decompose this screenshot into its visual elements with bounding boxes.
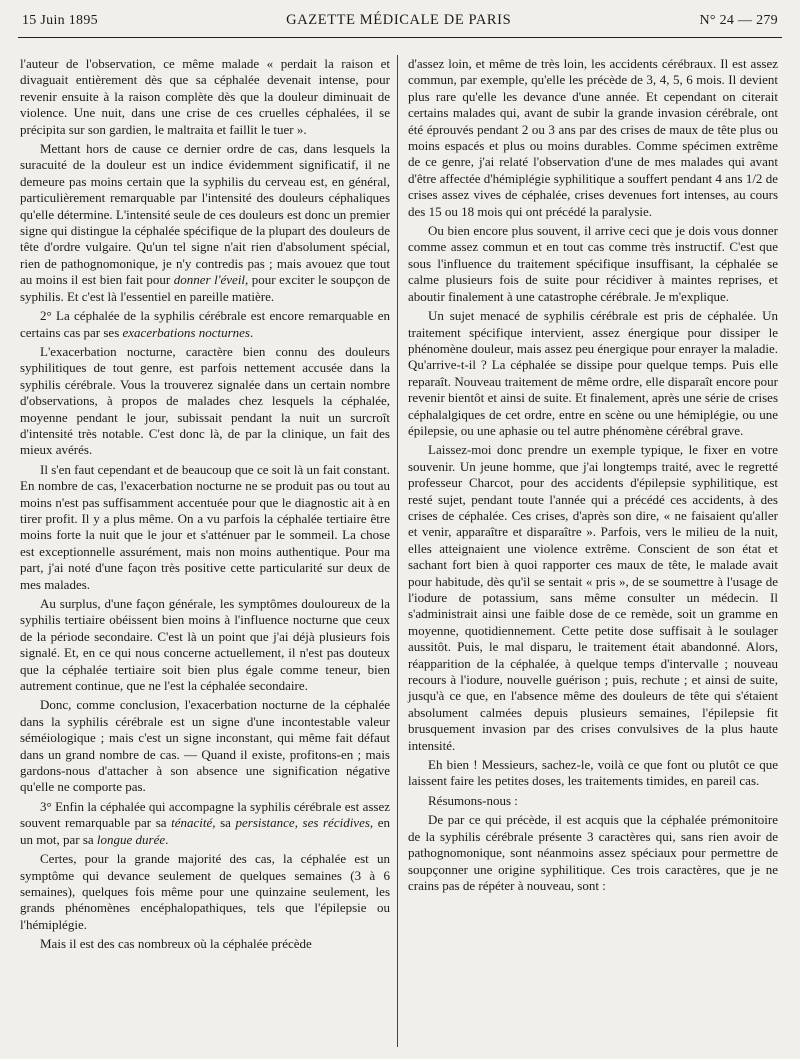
emphasized-text: ténacité — [171, 815, 213, 831]
paragraph-text: Un sujet menacé de syphilis cérébrale est pris de céphalée. Un traitement spécifique intervient, assez énergique pour dissiper le phénomène douleur, mais assez peu énergique pour enrayer la maladie. Qu'arrive-t-il ? La céphalée se dissipe pour quelque temps. Puis elle reparaît. Nouveau traitement de même ordre, elle disparaît encore pour revenir bientôt et ainsi de suite. Et finalement, après une série de crises céphalalgiques de cet ordre, entre en scène ou une hémiplégie, ou une épilepsie, ou une aphasie ou tel autre phénomène cérébral grave. — [408, 308, 778, 438]
paragraph-text: d'assez loin, et même de très loin, les accidents cérébraux. Il est assez commun, par exemple, qu'elle les précède de 3, 4, 5, 6 mois. Il devient plus rare qu'elle les devance d'une année. Et cependant on citerait certains malades qui, avant de subir la grande invasion cérébrale, ont été éprouvés pendant 2 ou 3 ans par des crises de maux de tête plus ou moins espacés et plus ou moins durables. Comme spécimen extrême de ce genre, j'ai relaté l'observation d'une de mes malades qui avant d'être affectée d'hémiplégie syphilitique a souffert pendant 4 ans 1/2 de crises assez vives de céphalée, crises devenues fort intenses, au cours des 15 ou 18 mois qui ont précédé la paralysie. — [408, 56, 778, 219]
paragraph — [408, 308, 778, 439]
paragraph — [20, 799, 390, 848]
paragraph-text: Résumons-nous : — [428, 792, 518, 808]
paragraph-text: , sa — [212, 815, 236, 831]
paragraph-text: 2° La céphalée de la syphilis cérébrale est encore remarquable en certains cas par ses — [20, 308, 390, 340]
paragraph — [20, 308, 390, 341]
paragraph — [20, 141, 390, 305]
paragraph — [20, 56, 390, 138]
paragraph — [408, 442, 778, 754]
paragraph — [408, 812, 778, 894]
paragraph-text: Certes, pour la grande majorité des cas, la céphalée est un symptôme qui devance seulement de quelques semaines (3 à 6 semaines), quelques fois même pour une quinzaine seulement, les grands phénomènes encéphalopathiques, tels que l'épilepsie ou l'hémiplégie. — [20, 851, 390, 932]
paragraph-text: Mettant hors de cause ce dernier ordre de cas, dans lesquels la suracuité de la douleur est un indice évidemment significatif, il ne demeure pas moins certain que la syphilis du cerveau est, en général, particulièrement remarquable par l'intensité des douleurs céphaliques qu'elle détermine. L'intensité seule de ces douleurs est donc un premier signe qui distingue la céphalée spécifique de la plupart des douleurs de tête d'ordre vulgaire. Qu'un tel signe n'ait rien d'absolument spécial, rien de pathognomonique, je n'y contredis pas ; mais avouez que tout au moins il est bien fait pour — [20, 141, 390, 288]
paragraph-text: Donc, comme conclusion, l'exacerbation nocturne de la céphalée dans la syphilis cérébrale est un signe d'une incontestable valeur séméiologique ; mais c'est un signe inconstant, qui même fait défaut dans un grand nombre de cas. — Quand il existe, profitons-en ; mais gardons-nous d'attacher à son absence une signification négative qu'elle ne comporte pas. — [20, 697, 390, 795]
left-column — [20, 56, 390, 953]
paragraph-text: , pour exciter le soupçon de syphilis. Et c'est là l'essentiel en pareille matière. — [20, 272, 390, 304]
paragraph — [408, 793, 778, 809]
emphasized-text: longue durée — [96, 831, 166, 847]
paragraph-text: . — [165, 831, 169, 847]
paragraph — [408, 223, 778, 305]
paragraph — [20, 936, 390, 952]
paragraph — [408, 757, 778, 790]
paragraph-text: Au surplus, d'une façon générale, les symptômes douloureux de la syphilis tertiaire obéissent bien moins à l'influence nocturne que ceux de la période secondaire. C'est là un point que j'ai déjà plusieurs fois signalé. Et, en ce qui nous concerne actuellement, il n'est pas douteux que la céphalée tertiaire soit bien plus égale comme teneur, bien autrement continue, que ne l'est la céphalée secondaire. — [20, 596, 390, 694]
paragraph-text: L'exacerbation nocturne, caractère bien connu des douleurs syphilitiques de tout genre, est parfois nettement accusée dans la syphilis cérébrale. Vous la trouverez signalée dans un certain nombre d'observations, à propos de malades chez lesquels la céphalée, moyenne pendant le jour, subissait pendant la nuit un surcroît d'intensité très notable. C'est donc là, de par la clinique, un fait des mieux avérés. — [20, 343, 390, 458]
journal-title: GAZETTE MÉDICALE DE PARIS — [286, 12, 512, 28]
emphasized-text: ses récidives — [302, 815, 370, 831]
paragraph — [20, 697, 390, 795]
issue-date: 15 Juin 1895 — [22, 13, 98, 28]
paragraph-text: De par ce qui précède, il est acquis que la céphalée prémonitoire de la syphilis cérébrale présente 3 caractères qui, sans rien avoir de pathognomonique, sont néanmoins assez spéciaux pour permettre de soupçonner une origine syphilitique. Ces trois caractères, que je ne crains pas de répéter à nouveau, sont : — [408, 812, 778, 893]
paragraph-text: Mais il est des cas nombreux où la céphalée précède — [40, 936, 312, 952]
issue-page-number: N° 24 — 279 — [699, 13, 778, 28]
right-column — [408, 56, 778, 894]
paragraph — [20, 596, 390, 694]
emphasized-text: exacerbations nocturnes — [122, 324, 250, 340]
emphasized-text: donner l'éveil — [173, 272, 246, 288]
paragraph — [20, 851, 390, 933]
paragraph-text: Laissez-moi donc prendre un exemple typique, le fixer en votre souvenir. Un jeune homme, que j'ai longtemps traité, avec le regretté professeur Charcot, pour des accidents d'épilepsie syphilitique, est resté sujet, pendant toute l'année qui a précédé ces accidents, à des crises de céphalée. Ces crises, d'après son dire, « ne faisaient qu'aller et venir, apparaître et disparaître ». Parfois, vers le milieu de la nuit, elles atteignaient une violence extrême. Conscient de son état et sachant fort bien à quoi rapporter ces maux de tête, le malade avait pour habitude, dès qu'il se sentait « pris », de se soumettre à l'usage de l'iodure de potassium, sans même consulter un médecin. Il s'administrait ainsi une faible dose de ce remède, soit un gramme en moyenne, quotidiennement. Cette petite dose suffisait à le soulager aussitôt. Puis, le mal disparu, le traitement était abandonné. Alors, réapparition de la céphalée, à quelque temps d'intervalle ; nouveau recours à l'iodure, nouvelle guérison ; puis, rechute ; et ainsi de suite, jusqu'à ce que, en l'absence même des douleurs de tête qui s'étaient absolument calmées depuis plusieurs semaines, l'épilepsie fit brusquement invasion par des crises convulsives de la plus haute intensité. — [408, 442, 778, 753]
paragraph — [20, 344, 390, 459]
column-divider — [397, 55, 398, 1047]
paragraph-text: Il s'en faut cependant et de beaucoup que ce soit là un fait constant. En nombre de cas, l'exacerbation nocturne ne se produit pas ou tout au moins n'est pas suffisamment accentuée pour que le diagnostic ait à en tirer profit. Il y a plus même. On a vu parfois la céphalée tertiaire être moins forte la nuit que le jour et s'atténuer par le sommeil. La chose est exceptionnelle assurément, mais non moins authentique. Pour ma part, j'ai noté d'une façon très positive cette particularité sur deux de mes malades. — [20, 461, 390, 592]
paragraph-text: Eh bien ! Messieurs, sachez-le, voilà ce que font ou plutôt ce que laissent faire les petites doses, les traitements timides, en pareil cas. — [408, 757, 778, 789]
paragraph-text: , — [294, 815, 303, 831]
paragraph — [20, 462, 390, 593]
paragraph-text: , en un mot, par sa — [20, 815, 391, 847]
page-header — [22, 12, 778, 34]
header-rule — [18, 37, 782, 38]
paragraph-text: 3° Enfin la céphalée qui accompagne la syphilis cérébrale est assez souvent remarquable par sa — [20, 798, 390, 831]
paragraph-text: Ou bien encore plus souvent, il arrive ceci que je dois vous donner comme assez commun et en tout cas comme très instructif. C'est que sous l'influence du traitement spécifique insuffisant, la céphalée se calme plusieurs fois de suite pour récidiver à maintes reprises, et aboutir finalement à une catastrophe cérébrale. Je m'explique. — [408, 223, 778, 304]
paragraph-text: l'auteur de l'observation, ce même malade « perdait la raison et divaguait entièrement dès que sa céphalée devenait intense, pour revenir ensuite à la raison complète dès que la douleur diminuait de violence. Une nuit, dans une crise de ces cruelles céphalées, il se précipita sur son gardien, le maltraita et faillit le tuer ». — [20, 56, 390, 137]
paragraph-text: . — [249, 324, 254, 340]
emphasized-text: persistance — [235, 815, 295, 831]
paragraph — [408, 56, 778, 220]
